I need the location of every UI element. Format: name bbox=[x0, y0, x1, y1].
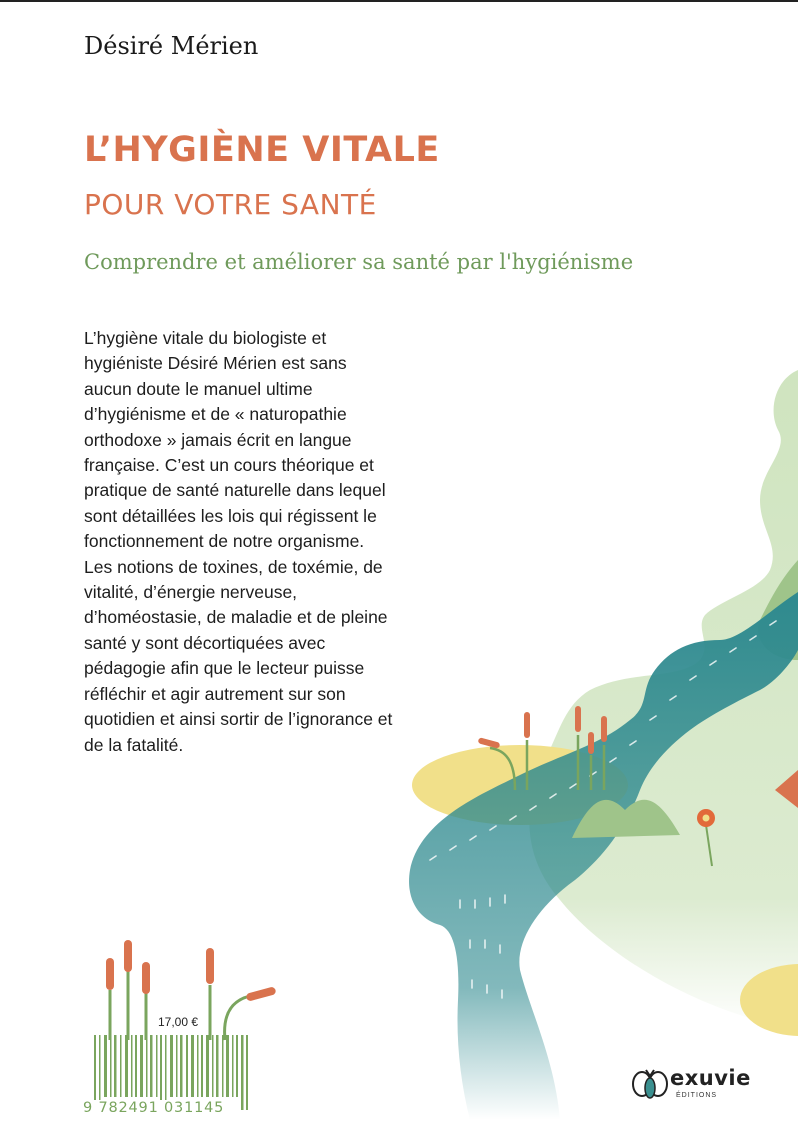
cattail-icon bbox=[601, 716, 607, 742]
book-title: L’HYGIÈNE VITALE bbox=[84, 130, 440, 170]
isbn-prefix: 9 bbox=[83, 1100, 94, 1116]
publisher-logo bbox=[630, 1062, 760, 1108]
cattail-icon bbox=[206, 948, 214, 984]
cattail-icon bbox=[124, 940, 132, 972]
cattail-icon bbox=[142, 962, 150, 994]
publisher-sub: ÉDITIONS bbox=[676, 1092, 718, 1099]
isbn-group-2: 031145 bbox=[164, 1100, 225, 1116]
publisher-name: exuvie bbox=[670, 1066, 751, 1090]
isbn-number bbox=[82, 1100, 225, 1116]
cattail-icon bbox=[575, 706, 581, 732]
cattail-icon bbox=[245, 986, 276, 1001]
cattail-icon bbox=[588, 732, 594, 754]
author-name: Désiré Mérien bbox=[84, 32, 259, 60]
isbn-group-1: 782491 bbox=[98, 1100, 159, 1116]
bee-logo-icon bbox=[630, 1064, 670, 1104]
book-tagline: Comprendre et améliorer sa santé par l'hygiénisme bbox=[84, 250, 634, 274]
price-label: 17,00 € bbox=[158, 1015, 199, 1029]
book-subtitle: POUR VOTRE SANTÉ bbox=[84, 188, 377, 221]
cattail-icon bbox=[524, 712, 530, 738]
barcode bbox=[94, 1035, 248, 1110]
book-description: L’hygiène vitale du biologiste et hygiéniste Désiré Mérien est sans aucun doute le manuel ultime d’hygiénisme et de « naturopathie orthodoxe » jamais écrit en langue française. C’est un cours théorique et pratique de santé naturelle dans lequel sont détaillées les lois qui régissent le fonctionnement de notre organisme. Les notions de toxines, de toxémie, de vitalité, d’énergie nerveuse, d’homéostasie, de maladie et de pleine santé y sont décortiquées avec pédagogie afin que le lecteur puisse réfléchir et agir autrement sur son quotidien et ainsi sortir de l’ignorance et de la fatalité. bbox=[84, 328, 393, 755]
cattail-icon bbox=[106, 958, 114, 990]
